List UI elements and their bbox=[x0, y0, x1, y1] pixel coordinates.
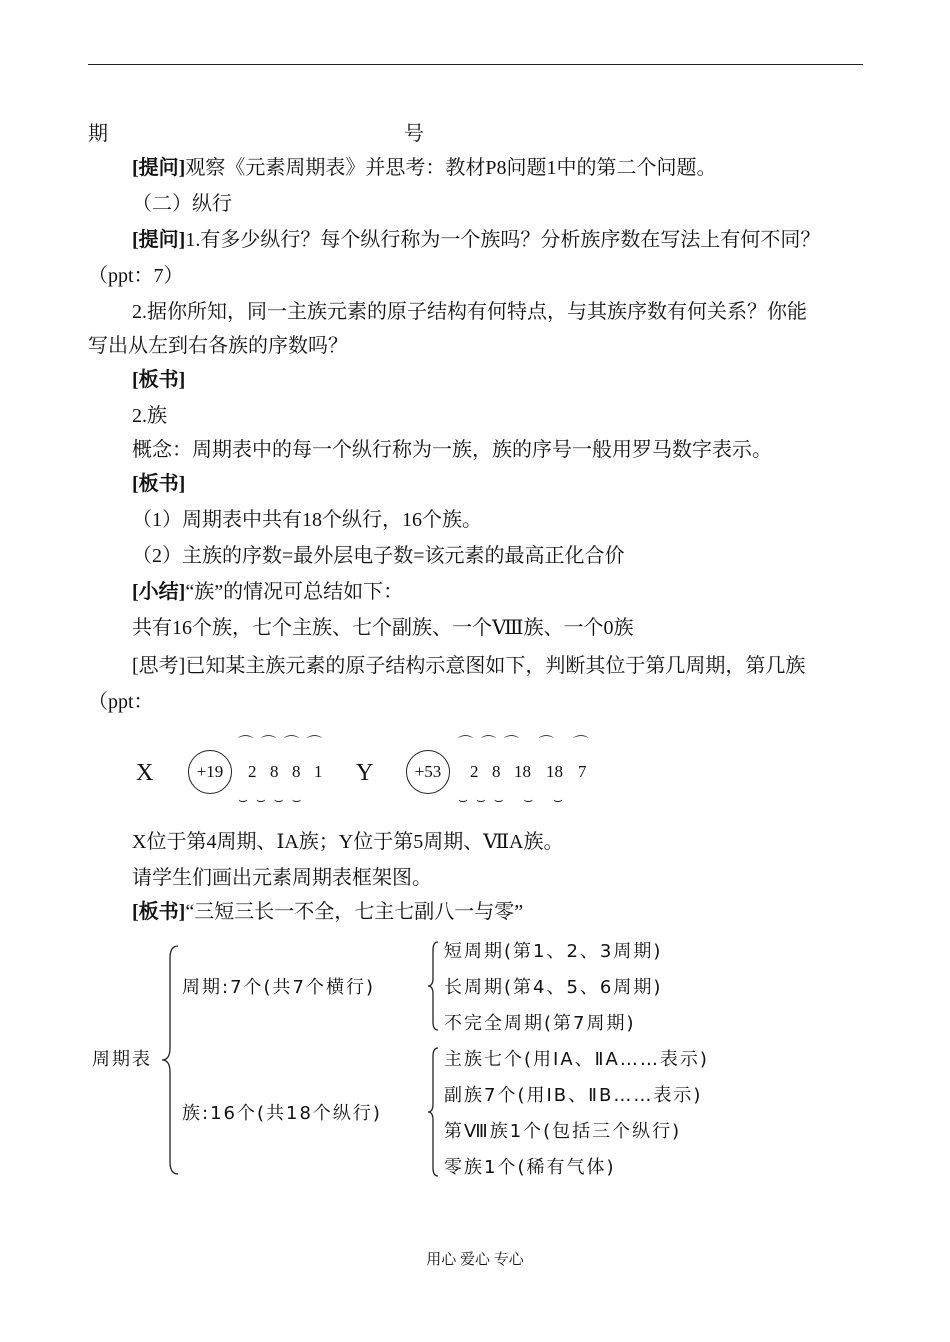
group-item-3: 第Ⅷ族1个(包括三个纵行) bbox=[444, 1121, 682, 1142]
group-item-1: 主族七个(用ⅠA、ⅡA……表示) bbox=[444, 1049, 709, 1070]
root-brace bbox=[160, 944, 180, 1176]
atom-x-shell-4: 1 bbox=[314, 762, 323, 781]
text: 观察《元素周期表》并思考：教材P8问题1中的第二个问题。 bbox=[185, 157, 717, 179]
think: [思考]已知某主族元素的原子结构示意图如下，判断其位于第几周期，第几族 bbox=[132, 655, 806, 677]
header-rule bbox=[88, 64, 863, 65]
question-2 bbox=[132, 228, 820, 252]
point-2: （2）主族的序数=最外层电子数=该元素的最高正化合价 bbox=[132, 545, 625, 567]
tag: [板书] bbox=[132, 901, 186, 923]
point-1: （1）周期表中共有18个纵行，16个族。 bbox=[132, 509, 482, 531]
atom-x-shell-2: 8 bbox=[270, 762, 279, 781]
group-item-2: 副族7个(用ⅠB、ⅡB……表示) bbox=[444, 1085, 703, 1106]
atom-x-nucleus: +19 bbox=[188, 750, 232, 794]
tag: [提问] bbox=[132, 229, 186, 251]
summary bbox=[132, 580, 403, 604]
fragment-right: 号 bbox=[404, 123, 424, 145]
answer: X位于第4周期、ⅠA族；Y位于第5周期、ⅦA族。 bbox=[132, 831, 564, 853]
atom-x-arcs-bottom: ⌣⌣⌣⌣ bbox=[238, 793, 310, 809]
atom-y-arcs-top: ⌒⌒⌒ ⌒ ⌒ bbox=[458, 736, 597, 752]
period-brace bbox=[426, 940, 440, 1032]
board-tag-2: [板书] bbox=[132, 473, 186, 495]
atom-y-nucleus: +53 bbox=[406, 750, 450, 794]
question-3: 2.据你所知，同一主族元素的原子结构有何特点，与其族序数有何关系？你能 bbox=[132, 301, 807, 323]
atom-x-shell-3: 8 bbox=[292, 762, 301, 781]
summary-line: 共有16个族，七个主族、七个副族、一个Ⅷ族、一个0族 bbox=[132, 617, 634, 639]
atom-y-shell-1: 2 bbox=[470, 762, 479, 781]
text: “三短三长一不全，七主七副八一与零” bbox=[185, 901, 524, 923]
tree-group: 族:16个(共18个纵行) bbox=[182, 1103, 382, 1124]
group-brace bbox=[426, 1046, 440, 1178]
atom-y-shell-4: 18 bbox=[546, 762, 563, 781]
atom-y-arcs-bottom: ⌣⌣⌣ ⌣ ⌣ bbox=[458, 793, 571, 809]
atom-y-shell-2: 8 bbox=[492, 762, 501, 781]
period-item-1: 短周期(第1、2、3周期) bbox=[444, 941, 663, 962]
section-heading: （二）纵行 bbox=[132, 193, 232, 215]
mnemonic bbox=[132, 900, 523, 924]
board-tag-1: [板书] bbox=[132, 369, 186, 391]
tree-period: 周期:7个(共7个横行) bbox=[182, 977, 376, 998]
instruction: 请学生们画出元素周期表框架图。 bbox=[132, 867, 432, 889]
tag: [提问] bbox=[132, 157, 186, 179]
text: 1.有多少纵行？每个纵行称为一个族吗？分析族序数在写法上有何不同？ bbox=[185, 229, 821, 251]
concept: 概念：周期表中的每一个纵行称为一族，族的序号一般用罗马数字表示。 bbox=[132, 439, 772, 461]
atom-x-symbol: X bbox=[136, 760, 154, 786]
tree-root: 周期表 bbox=[92, 1049, 152, 1070]
atom-y-symbol: Y bbox=[356, 760, 374, 786]
atom-x-shell-1: 2 bbox=[248, 762, 257, 781]
subheading-group: 2.族 bbox=[132, 405, 167, 427]
page-footer: 用心 爱心 专心 bbox=[426, 1252, 524, 1268]
think-cont: （ppt： bbox=[88, 691, 154, 713]
group-item-4: 零族1个(稀有气体) bbox=[444, 1157, 616, 1178]
atom-y-shell-5: 7 bbox=[578, 762, 587, 781]
tag: [小结] bbox=[132, 581, 186, 603]
atom-y-shell-3: 18 bbox=[514, 762, 531, 781]
period-item-2: 长周期(第4、5、6周期) bbox=[444, 977, 663, 998]
atom-x-arcs-top: ⌒⌒⌒⌒ bbox=[238, 736, 331, 752]
question-3-cont: 写出从左到右各族的序数吗？ bbox=[88, 335, 348, 357]
question-1 bbox=[132, 156, 716, 180]
period-item-3: 不完全周期(第7周期) bbox=[444, 1013, 636, 1034]
fragment-left: 期 bbox=[88, 123, 108, 145]
text: “族”的情况可总结如下： bbox=[185, 581, 404, 603]
question-2-cont: （ppt：7） bbox=[88, 265, 184, 287]
